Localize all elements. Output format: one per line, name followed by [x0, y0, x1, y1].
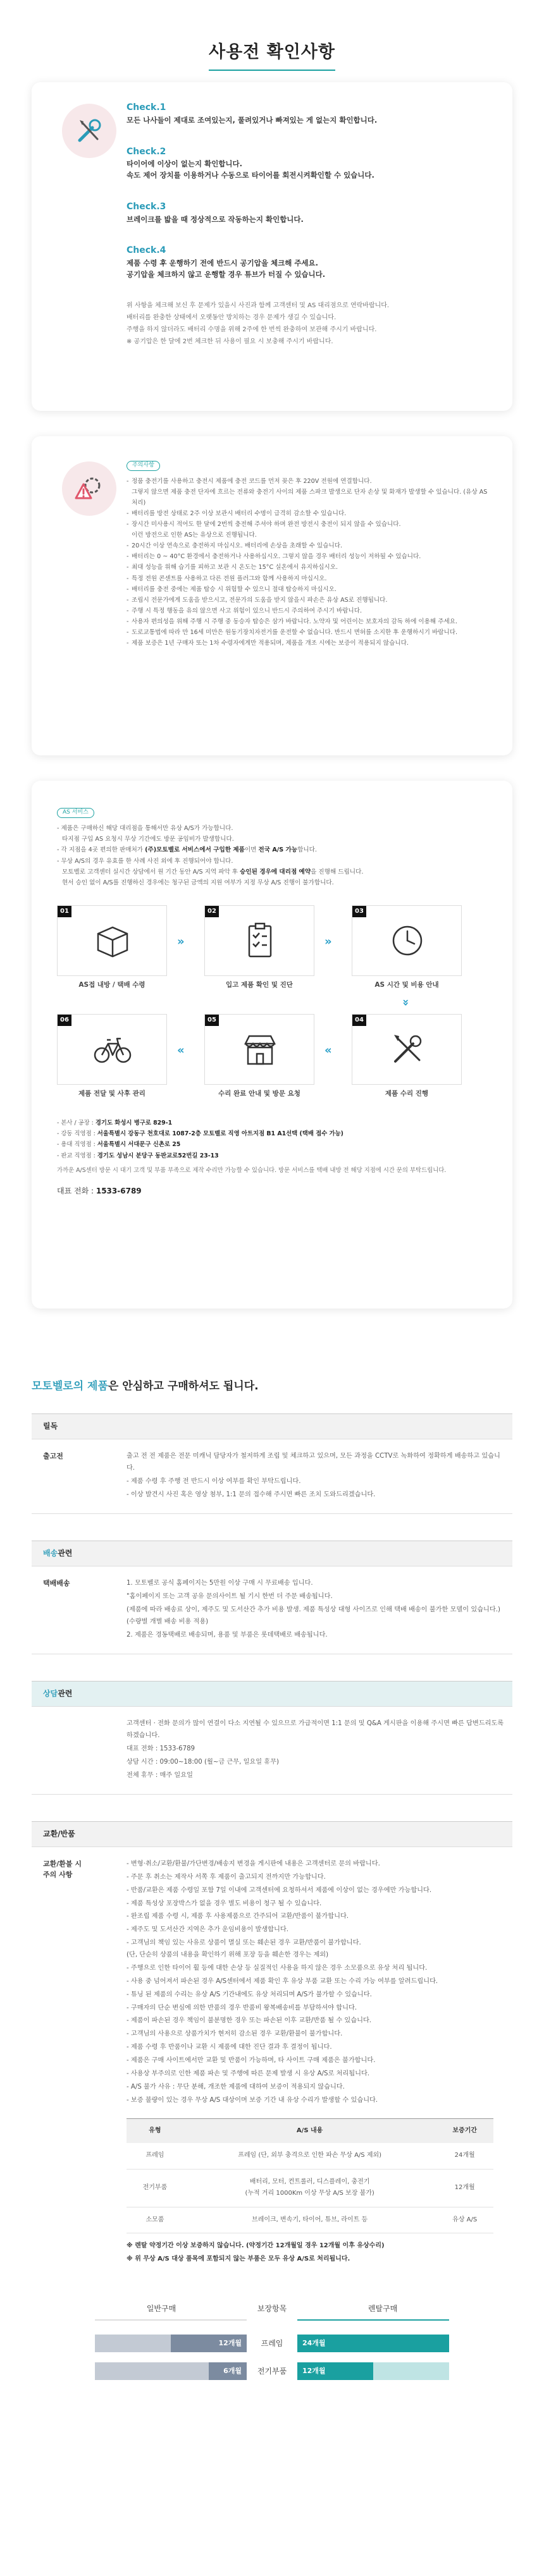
info-line: - 반품/교환은 제품 수령일 포함 7일 이내에 고객센터에 요청하셔서 제품에 이상이 없는 경우에만 가능합니다. — [127, 1886, 432, 1894]
info-line: - 제주도 및 도서산간 지역은 추가 운임비용이 발생합니다. — [127, 1926, 288, 1934]
tools-icon — [388, 1030, 427, 1069]
address-item: - 판교 직영점 : 경기도 성남시 분당구 동판교로52번길 23-13 — [57, 1152, 219, 1159]
check-title: Check.1 — [127, 102, 166, 113]
info-line: "홈이페이지 또는 고객 공유 문의사이트 될 기시 한번 더 주문 배송됩니다. — [127, 1592, 333, 1600]
info-line: - 사용상 부주의로 인한 제품 파손 및 주행에 따른 문제 발생 시 유상 A/S로 처리됩니다. — [127, 2070, 370, 2077]
delivery-row — [32, 1566, 512, 1654]
caution-item: - 정품 충전기를 사용하고 충전시 제품에 충전 코드를 먼저 꽂은 후 220V 전원에 연결합니다. 그렇지 않으면 제품 충전 단자에 흐르는 전류와 충전기 사이의 제품 스파크 발생으로 단자 손상 및 화재가 발생할 수 있습니다. (유상 AS 처리) — [127, 476, 495, 508]
service-line: 타지점 구입 AS 요청시 무상 기간에도 방문 공임비가 발생합니다. — [62, 836, 234, 843]
check-note: 위 사항을 체크해 보신 후 문제가 있을시 사진과 함께 고객센터 및 AS 대리점으로 연락바랍니다. — [127, 302, 390, 309]
step-arrow-icon: » — [177, 934, 185, 948]
check-list — [127, 101, 495, 281]
info-line: 고객센터 · 전화 문의가 많이 연결이 다소 지연될 수 있으므로 가급적이면 1:1 문의 및 Q&A 게시판을 이용해 주시면 빠른 답변드리도록 하겠습니다. — [127, 1720, 504, 1739]
caution-item: - 장시간 미사용시 적어도 한 달에 2번씩 충전해 주셔야 하며 완전 방전시 충전이 되지 않을 수 있습니다. 이런 방전으로 인한 AS는 유상으로 진행됩니다. — [127, 519, 495, 540]
step-2: 02 입고 제품 확인 및 진단 — [204, 905, 314, 990]
info-line: - 고객님의 책임 있는 사유로 상품이 멸실 또는 훼손된 경우 교환/반품이 불가합니다. (단, 단순히 상품의 내용을 확인하기 위해 포장 등을 훼손한 경우는 제외) — [127, 1939, 361, 1959]
check-text: 모든 나사들이 제대로 조여있는지, 풀려있거나 빠져있는 게 없는지 확인합니다. — [127, 115, 378, 125]
info-line: - 구매자의 단순 변심에 의한 반품의 경우 반품비 왕복배송비를 부담하셔야 합니다. — [127, 2004, 357, 2011]
warranty-compare — [95, 2303, 449, 2442]
info-line: - A/S 불가 사유 : 무단 분해, 개조한 제품에 대하여 보증이 적용되지 않습니다. — [127, 2083, 345, 2091]
step-3: 03 AS 시간 및 비용 안내 — [352, 905, 462, 990]
caution-item: - 배터리는 0 ~ 40°C 환경에서 충전하거나 사용하십시오. 그렇지 않을 경우 배터리 성능이 저하될 수 있습니다. — [127, 551, 495, 562]
service-line: - 무상 A/S의 경우 유효를 한 사례 사진 외에 후 진행되어야 합니다. — [57, 857, 233, 865]
check-title: Check.4 — [127, 245, 166, 256]
box-icon — [93, 921, 132, 960]
caution-card — [32, 436, 512, 755]
address-note: 가까운 A/S센터 방문 시 대기 고객 및 부품 부족으로 제작 수리만 가능할 수 있습니다. 방문 서비스를 택배 내방 전 해당 지점에 시간 문의 부탁드립니다. — [57, 1167, 447, 1175]
compare-left-head: 일반구매 — [146, 2304, 176, 2314]
check-note: 배터리를 완충한 상태에서 오랫동안 방치하는 경우 문제가 생길 수 있습니다. — [127, 314, 337, 321]
step-arrow-icon: » — [325, 934, 332, 948]
caution-item: - 20시간 이상 연속으로 충전하지 마십시오. 배터리에 손상을 초래할 수 있습니다. — [127, 540, 495, 551]
compare-mid-head: 보장항목 — [257, 2304, 287, 2314]
caution-item: - 도로교통법에 따라 만 16세 미만은 원동기장치자전거를 운전할 수 없습니다. 반드시 면허를 소지한 후 운행하시기 바랍니다. — [127, 627, 495, 638]
info-line: 상담 시간 : 09:00~18:00 (월~금 근무, 일요일 휴무) — [127, 1758, 280, 1766]
info-line: - 주문 후 취소는 제작사 서쪽 후 제품이 출고되지 전까지만 가능합니다. — [127, 1873, 326, 1881]
compare-left-bar: 6개월 — [209, 2362, 247, 2380]
counsel-section-head: 상담관련 — [32, 1681, 512, 1706]
caution-item: - 사용자 편의성을 위해 주행 시 주행 중 동승자 탑승은 삼가 바랍니다. 노약자 및 어린이는 보호자의 감독 하에 이용해 주세요. — [127, 616, 495, 627]
delivery-body — [127, 1566, 512, 1654]
table-cell: 소모품 — [127, 2207, 183, 2233]
info-line: - 제품이 파손된 경우 책임이 불분명한 경우 또는 파손된 이후 교환/반품 될 수 있습니다. — [127, 2017, 372, 2025]
info-line: (제품에 따라 배송료 상이, 제주도 및 도서산간 추가 비용 발생. 제품 특성상 대형 사이즈로 인해 택배 배송이 불가한 모델이 있습니다.) (수량별 개별 배송 비용 적용) — [127, 1606, 500, 1625]
caution-list — [127, 476, 495, 649]
delivery-label: 택배배송 — [43, 1579, 70, 1588]
compare-right-bar: 24개월 — [297, 2335, 449, 2352]
counsel-row — [32, 1706, 512, 1795]
compare-right-bar: 12개월 — [297, 2362, 373, 2380]
table-cell: 유상 A/S — [436, 2207, 493, 2233]
info-line: - 보증 불량이 있는 경우 무상 A/S 대상이며 보증 기간 내 유상 수리가 발생할 수 있습니다. — [127, 2096, 378, 2104]
compare-left-bar: 12개월 — [171, 2335, 247, 2352]
check-note: 주행을 하지 않더라도 배터리 수명을 위해 2주에 한 번씩 완충하여 보관해 주시기 바랍니다. — [127, 326, 377, 333]
release-body — [127, 1439, 512, 1514]
warranty-note: ※ 위 무상 A/S 대상 품목에 포함되지 않는 부품은 모두 유상 A/S로 처리됩니다. — [127, 2256, 350, 2263]
address-item: - 강동 직영점 : 서울특별시 강동구 천호대로 1087-2층 모토벨로 직영 아트지점 B1 A1선택 (택배 접수 가능) — [57, 1130, 343, 1137]
step-5: 05 수리 완료 안내 및 방문 요청 — [204, 1014, 314, 1099]
info-line: - 완조립 제품 수령 시, 제품 후 사용제품으로 간주되어 교환/반품이 불가합니다. — [127, 1913, 349, 1920]
info-line: 전체 휴무 : 매주 일요일 — [127, 1771, 193, 1779]
caution-item: - 주행 시 특정 행동을 유의 않으면 사고 위험이 있으니 반드시 주의하여 주시기 바랍니다. — [127, 606, 495, 616]
step-arrow-icon: « — [325, 1043, 332, 1057]
check-text: 타이어에 이상이 없는지 확인합니다. 속도 제어 장치를 이용하거나 수동으로 타이어를 회전시켜확인할 수 있습니다. — [127, 159, 374, 180]
table-header: A/S 내용 — [183, 2118, 436, 2143]
check-card — [32, 82, 512, 411]
service-line: - 각 지점을 4곳 편의한 판매처가 (주)모토벨로 서비스에서 구입한 제품이면 전국 A/S 가능합니다. — [57, 846, 317, 854]
caution-item: - 최대 성능을 위해 습기를 피하고 보관 시 온도는 15°C 실온에서 유지하십시오. — [127, 562, 495, 573]
info-line: 대표 전화 : 1533-6789 — [127, 1745, 195, 1752]
caution-item: - 배터리를 방전 상태로 2주 이상 보관시 배터리 수명이 급격히 감소할 수 있습니다. — [127, 508, 495, 519]
page-title: 사용전 확인사항 — [209, 39, 335, 71]
caution-item: - 배터리를 충전 중에는 제품 탑승 시 위험할 수 있으니 절대 탑승하지 마십시오. — [127, 584, 495, 595]
info-line: - 사용 중 넘어져서 파손된 경우 A/S센터에서 제품 확인 후 유상 부품 교환 또는 수리 가능 여부를 알려드립니다. — [127, 1977, 438, 1985]
table-cell: 12개월 — [436, 2169, 493, 2207]
release-row — [32, 1439, 512, 1515]
check-notes — [127, 300, 495, 348]
service-info — [57, 823, 487, 889]
address-list — [57, 1118, 487, 1162]
return-body — [127, 1847, 512, 2278]
info-line: - 이상 발견시 사진 혹은 영상 첨부, 1:1 문의 접수해 주시면 빠른 조치 도와드리겠습니다. — [127, 1491, 376, 1498]
warranty-note: ※ 렌탈 약정기간 이상 보증하지 않습니다. (약정기간 12개월일 경우 12개월 이후 유상수리) — [127, 2242, 385, 2250]
table-cell: 배터리, 모터, 컨트롤러, 디스플레이, 충전기 (누적 거리 1000Km 이상 무상 A/S 보장 불가) — [183, 2169, 436, 2207]
return-row — [32, 1847, 512, 2278]
as-service-card — [32, 781, 512, 1309]
check-text: 브레이크를 밟을 때 정상적으로 작동하는지 확인합니다. — [127, 214, 304, 224]
caution-item: - 제품 보증은 1년 구매자 또는 1차 수령자에게만 적용되며, 제품을 개조 시에는 보증이 적용되지 않습니다. — [127, 638, 495, 649]
check-title: Check.2 — [127, 146, 166, 157]
table-row — [127, 2169, 493, 2207]
table-cell: 브레이크, 변속기, 타이어, 튜브, 라이트 등 — [183, 2207, 436, 2233]
compare-right-head: 렌탈구매 — [368, 2304, 398, 2314]
table-cell: 프레임 (단, 외부 충격으로 인한 파손 무상 A/S 제외) — [183, 2143, 436, 2169]
step-1: 01 AS접 내방 / 택배 수령 — [57, 905, 167, 990]
info-line: - 고객님의 사용으로 상품가치가 현저히 감소된 경우 교환/환불이 불가합니다. — [127, 2030, 343, 2038]
store-icon — [240, 1030, 280, 1069]
service-line: 모토벨로 고객센터 실시간 상담에서 원 기간 동안 A/S 지역 파악 후 승인된 경우에 대리점 예약을 진행해 드립니다. — [62, 869, 364, 876]
address-item: - 본사 / 공장 : 경기도 화성시 병구로 829-1 — [57, 1119, 173, 1126]
info-line: - 주행으로 인한 타이어 휠 등에 대한 손상 등 실질적인 사용을 하지 않은 경우 소모품으로 유상 처리 됩니다. — [127, 1964, 428, 1972]
release-section-head: 릴독 — [32, 1413, 512, 1439]
check-note: ※ 공기압은 한 달에 2번 체크한 뒤 사용이 필요 시 보충해 주시기 바랍니다. — [127, 338, 333, 345]
table-cell: 전기부품 — [127, 2169, 183, 2207]
step-4: 04 제품 수리 진행 — [352, 1014, 462, 1099]
table-header: 보증기간 — [436, 2118, 493, 2143]
compare-item: 프레임 — [261, 2339, 283, 2348]
release-label: 출고전 — [43, 1451, 63, 1460]
check-title: Check.3 — [127, 201, 166, 212]
service-pill: AS 서비스 — [57, 808, 94, 818]
info-line: 출고 전 전 제품은 전문 미캐닉 담당자가 철저하게 조립 및 체크하고 있으며, 모든 과정을 CCTV로 녹화하여 정확하게 배송하고 있습니다. — [127, 1452, 500, 1472]
step-arrow-icon: « — [177, 1043, 185, 1057]
return-label: 교환/환불 시 주의 사항 — [43, 1859, 82, 1879]
warning-gear-icon — [62, 461, 116, 516]
info-line: - 제품 수령 후 주행 전 반드시 이상 여부를 확인 부탁드립니다. — [127, 1477, 301, 1485]
address-item: - 용대 직영점 : 서울특별시 서대문구 신촌로 25 — [57, 1141, 181, 1149]
info-line: - 변형·취소/교환/환불/가단변경/배송지 변경을 게시판에 내용은 고객센터로 문의 바랍니다. — [127, 1860, 380, 1867]
delivery-section-head: 배송관련 — [32, 1541, 512, 1566]
table-row — [127, 2143, 493, 2169]
tools-icon — [62, 104, 116, 158]
compare-item: 전기부품 — [257, 2367, 287, 2376]
info-line: 1. 모토벨로 공식 홈페이지는 5만원 이상 구매 시 무료배송 입니다. — [127, 1580, 313, 1587]
table-cell: 24개월 — [436, 2143, 493, 2169]
info-line: - 제품 수령 후 반품이나 교환 시 제품에 대한 진단 결과 후 결정이 됩니다. — [127, 2044, 332, 2051]
check-text: 제품 수령 후 운행하기 전에 반드시 공기압을 체크해 주세요. 공기압을 체크하지 않고 운행할 경우 튜브가 터질 수 있습니다. — [127, 259, 326, 279]
return-section-head: 교환/반품 — [32, 1821, 512, 1847]
representative-phone: 대표 전화 : 1533-6789 — [57, 1186, 142, 1195]
as-process-steps — [57, 905, 487, 1114]
counsel-body — [127, 1707, 512, 1794]
warranty-table — [127, 2118, 493, 2234]
info-line: - 제품 특성상 포장박스가 없을 경우 별도 비용이 청구 될 수 있습니다. — [127, 1900, 322, 1907]
info-sections — [32, 1413, 512, 2278]
info-line: - 제품은 구매 사이트에서만 교환 및 반품이 가능하며, 타 사이트 구매 제품은 불가합니다. — [127, 2057, 376, 2065]
table-row — [127, 2207, 493, 2233]
table-header: 유형 — [127, 2118, 183, 2143]
table-cell: 프레임 — [127, 2143, 183, 2169]
caution-item: - 조립시 전문가에게 도움을 받으시고, 전문가의 도움을 받지 않을시 파손은 유상 AS로 진행됩니다. — [127, 595, 495, 606]
clock-icon — [388, 921, 427, 960]
buy-heading: 모토벨로의 제품은 안심하고 구매하셔도 됩니다. — [32, 1380, 259, 1393]
bicycle-icon — [93, 1030, 132, 1069]
caution-pill: 주의사항 — [127, 461, 160, 471]
caution-item: - 특정 전원 콘센트를 사용하고 다른 전원 플러그와 함께 사용하지 마십시오. — [127, 573, 495, 584]
clipboard-icon — [240, 921, 280, 960]
step-arrow-down-icon: » — [399, 998, 412, 1006]
info-line: - 튜닝 된 제품의 수리는 유상 A/S 기간내에도 유상 처리되며 A/S가 불가할 수 있습니다. — [127, 1991, 372, 1998]
step-6: 06 제품 전달 및 사후 관리 — [57, 1014, 167, 1099]
info-line: 2. 제품은 경동택배로 배송되며, 용품 및 부품은 롯데택배로 배송됩니다. — [127, 1631, 328, 1639]
page-header — [0, 0, 544, 82]
service-line: - 제품은 구매하신 해당 대리점을 통해서만 유상 A/S가 가능합니다. — [57, 824, 233, 832]
service-line: 현서 승인 없이 A/S를 진행하신 경우에는 청구된 금액의 지원 여부가 지정 무상 A/S 진행이 불가합니다. — [62, 879, 334, 887]
